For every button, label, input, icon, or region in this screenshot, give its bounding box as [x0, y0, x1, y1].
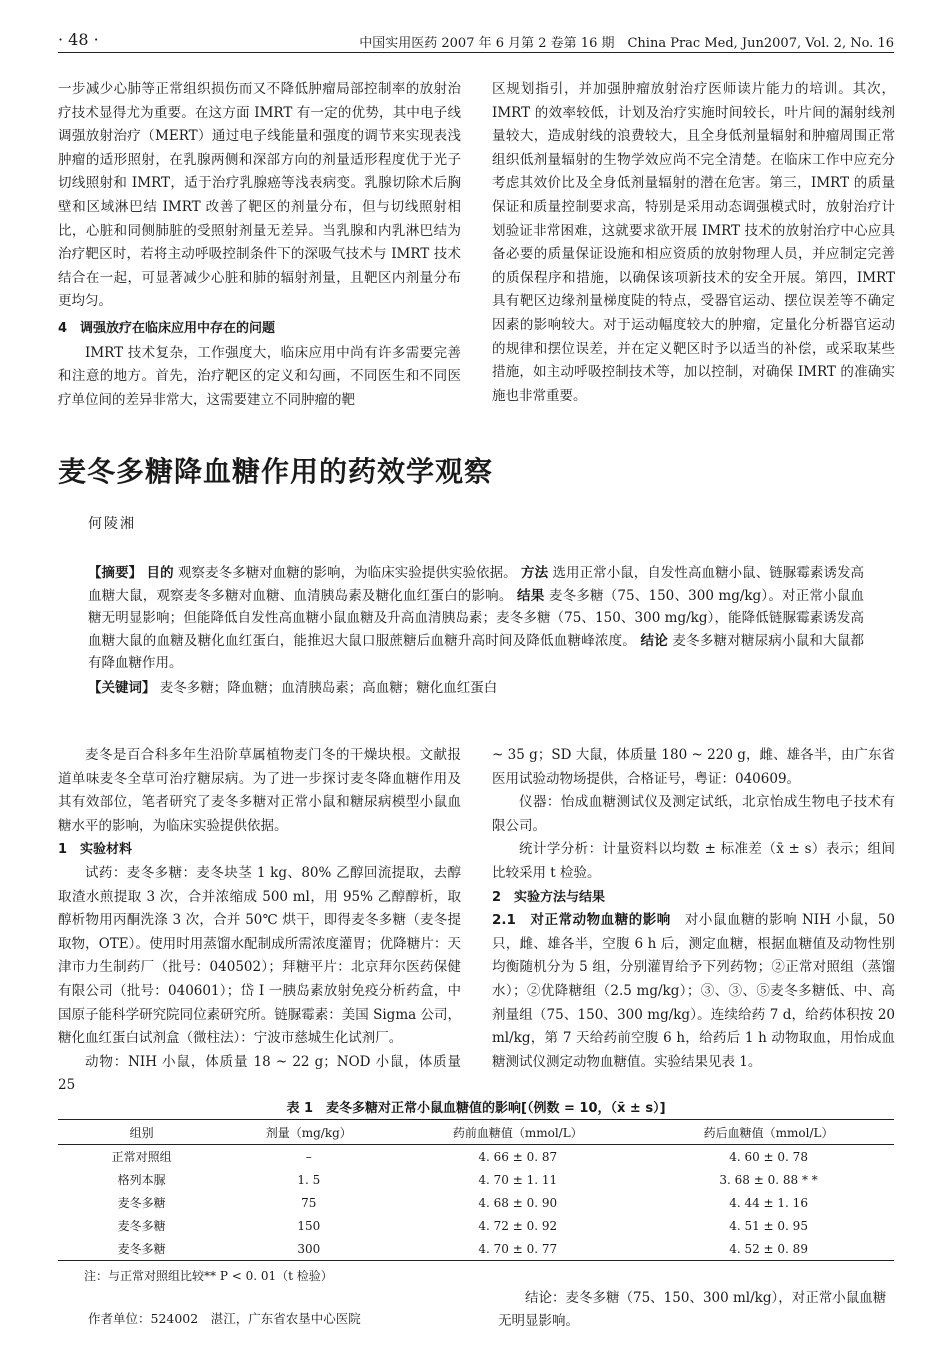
table-row — [58, 1168, 894, 1191]
table-cell: 150 — [297, 1218, 321, 1233]
table-1 — [58, 1099, 894, 1284]
table-cell: 4. 70 ± 1. 11 — [478, 1172, 558, 1187]
journal-info: 中国实用医药 2007 年 6 月第 2 卷第 16 期 China Prac Med, Jun2007, Vol. 2, No. 16 — [359, 36, 894, 51]
author-affiliation: 作者单位：524002 湛江，广东省农垦中心医院 — [88, 1311, 361, 1326]
table-cell: 麦冬多糖 — [117, 1242, 166, 1256]
prev-article-left-column — [58, 78, 461, 412]
column-header: 药后血糖值（mmol/L） — [703, 1125, 834, 1140]
table-cell: 格列本脲 — [117, 1173, 166, 1187]
prev-paragraph-1: 一步减少心肺等正常组织损伤而又不降低肿瘤局部控制率的放射治疗技术显得尤为重要。在这方面 IMRT 有一定的优势，其中电子线调强放射治疗（MERT）通过电子线能量和强度的调节来实现表浅肿瘤的适形照射，在乳腺两侧和深部方向的剂量适形程度优于光子切线照射和 IMRT，适于治疗乳腺癌等浅表病变。乳腺切除术后胸壁和区域淋巴结 IMRT 改善了靶区的剂量分布，但与切线照射相比，心脏和同侧肺脏的受照射剂量无差异。当乳腺和内乳淋巴结为治疗靶区时，若将主动呼吸控制条件下的深吸气技术与 IMRT 技术结合在一起，可显著减少心脏和肺的辐射剂量，且靶区内剂量分布更均匀。 — [58, 81, 461, 310]
section-1-heading: 1 实验材料 — [58, 842, 133, 858]
stats-paragraph: 统计学分析：计量资料以均数 ± 标准差（x̄ ± s）表示；组间比较采用 t 检验。 — [492, 841, 895, 881]
prev-article-right-column — [492, 78, 895, 408]
abstract-method: 选用正常小鼠，自发性高血糖小鼠、链脲霉素诱发高血糖大鼠，观察麦冬多糖对血糖、血清胰岛素及糖化血红蛋白的影响。 — [88, 565, 865, 604]
conclusion-paragraph: 结论：麦冬多糖（75、150、300 ml/kg），对正常小鼠血糖无明显影响。 — [498, 1290, 887, 1329]
article-right-column — [492, 744, 895, 1074]
instruments-paragraph: 仪器：怡成血糖测试仪及测定试纸，北京怡成生物电子技术有限公司。 — [492, 794, 895, 834]
abstract-method-label: 方法 — [521, 565, 549, 581]
author: 何陵湘 — [88, 516, 136, 532]
article-left-column — [58, 744, 461, 1098]
table-cell: 4. 51 ± 0. 95 — [729, 1218, 808, 1233]
prev-paragraph-2: IMRT 技术复杂，工作强度大，临床应用中尚有许多需要完善和注意的地方。首先，治疗靶区的定义和勾画，不同医生和不同医疗单位间的差异非常大，这需要建立不同肿瘤的靶 — [58, 344, 461, 408]
section-2-heading: 2 实验方法与结果 — [492, 889, 606, 905]
abstract-conclusion: 麦冬多糖对糖尿病小鼠和大鼠都有降血糖作用。 — [88, 632, 865, 672]
animals-paragraph-start: 动物：NIH 小鼠，体质量 18 ~ 22 g；NOD 小鼠，体质量 25 — [58, 1053, 461, 1094]
table-cell: 麦冬多糖 — [117, 1196, 166, 1210]
table-cell: 4. 70 ± 0. 77 — [478, 1241, 558, 1256]
table-row — [58, 1145, 894, 1169]
table-cell: 1. 5 — [297, 1172, 321, 1187]
table-row — [58, 1191, 894, 1214]
table-cell: 75 — [301, 1195, 317, 1210]
table-cell: 300 — [297, 1241, 321, 1256]
abstract-label: 【摘要】 — [88, 565, 143, 581]
table-cell: 4. 66 ± 0. 87 — [478, 1149, 558, 1164]
data-table — [58, 1119, 894, 1261]
subsection-2-1-body: 对小鼠血糖的影响 NIH 小鼠，50 只，雌、雄各半，空腹 6 h 后，测定血糖，根据血糖值及动物性别均衡随机分为 5 组，分别灌胃给予下列药物；②正常对照组（蒸馏水）；②优降糖组（2.5 mg/kg）；③、③、⑤麦冬多糖低、中、高剂量组（75、150、300 mg/kg）。连续给药 7 d，给药体积按 20 ml/kg，第 7 天给药前空腹 6 h，给药后 1 h 动物取血，用怡成血糖测试仪测定动物血糖值。实验结果见表 1。 — [492, 912, 895, 1070]
abstract-result: 麦冬多糖（75、150、300 mg/kg）。对正常小鼠血糖无明显影响；但能降低自发性高血糖小鼠血糖及升高血清胰岛素；麦冬多糖（75、150、300 mg/kg），能降低链脲霉素诱发高血糖大鼠的血糖及糖化血红蛋白，能推迟大鼠口服蔗糖后血糖升高时间及降低血糖峰浓度。 — [88, 587, 865, 649]
table-cell: 4. 72 ± 0. 92 — [478, 1218, 558, 1233]
page-header — [58, 30, 894, 53]
abstract-objective-label: 目的 — [146, 565, 174, 581]
table-caption: 表 1 麦冬多糖对正常小鼠血糖值的影响[（例数 = 10，（x̄ ± s）] — [286, 1101, 666, 1116]
table-header-row — [58, 1120, 894, 1145]
keywords: 麦冬多糖；降血糖；血清胰岛素；高血糖；糖化血红蛋白 — [159, 679, 498, 696]
column-header: 药前血糖值（mmol/L） — [452, 1125, 583, 1140]
table-cell: 4. 52 ± 0. 89 — [729, 1241, 808, 1256]
section-4-heading: 4 调强放疗在临床应用中存在的问题 — [58, 320, 276, 336]
table-cell: 麦冬多糖 — [117, 1219, 166, 1233]
abstract-objective: 观察麦冬多糖对血糖的影响，为临床实验提供实验依据。 — [178, 565, 517, 581]
table-note: 注：与正常对照组比较** P < 0. 01（t 检验） — [84, 1269, 333, 1283]
column-header: 剂量（mg/kg） — [265, 1125, 352, 1140]
page-number: · 48 · — [58, 30, 99, 49]
intro-paragraph: 麦冬是百合科多年生沿阶草属植物麦门冬的干燥块根。文献报道单味麦冬全草可治疗糖尿病。为了进一步探讨麦冬降血糖作用及其有效部位，笔者研究了麦冬多糖对正常小鼠和糖尿病模型小鼠血糖水平的影响，为临床实验提供依据。 — [58, 747, 461, 834]
abstract-conclusion-label: 结论 — [640, 632, 668, 649]
table-cell: 4. 44 ± 1. 16 — [729, 1195, 808, 1210]
table-cell: 4. 60 ± 0. 78 — [729, 1149, 808, 1164]
abstract-result-label: 结果 — [517, 587, 545, 604]
subsection-2-1-heading: 2.1 对正常动物血糖的影响 — [492, 912, 671, 929]
column-header: 组别 — [129, 1125, 154, 1140]
table-row — [58, 1214, 894, 1237]
abstract — [88, 562, 864, 700]
table-cell: 4. 68 ± 0. 90 — [478, 1195, 558, 1210]
table-row — [58, 1237, 894, 1261]
table-cell: 3. 68 ± 0. 88 * * — [719, 1172, 818, 1187]
animals-paragraph-cont: ~ 35 g；SD 大鼠，体质量 180 ~ 220 g，雌、雄各半，由广东省医用试验动物场提供，合格证号，粤证：040609。 — [492, 747, 895, 787]
conclusion-block — [498, 1287, 894, 1333]
article-title: 麦冬多糖降血糖作用的药效学观察 — [58, 455, 494, 488]
prev-paragraph-3: 区规划指引，并加强肿瘤放射治疗医师读片能力的培训。其次，IMRT 的效率较低，计划及治疗实施时间较长，叶片间的漏射线剂量较大，造成射线的浪费较大，且全身低剂量辐射和肿瘤周围正常组织低剂量辐射的生物学效应尚不完全清楚。在临床工作中应充分考虑其效价比及全身低剂量辐射的潜在危害。第三，IMRT 的质量保证和质量控制要求高，特别是采用动态调强模式时，放射治疗计划验证非常困难，这就要求欲开展 IMRT 技术的放射治疗中心应具备必要的质量保证设施和相应资质的放射物理人员，并应制定完善的质保程序和措施，以确保该项新技术的安全开展。第四，IMRT 具有靶区边缘剂量梯度陡的特点，受器官运动、摆位误差等不确定因素的影响较大。对于运动幅度较大的肿瘤，定量化分析器官运动的规律和摆位误差，并在定义靶区时予以适当的补偿，或采取某些措施，如主动呼吸控制技术等，加以控制，对确保 IMRT 的准确实施也非常重要。 — [492, 81, 895, 404]
table-cell: – — [305, 1149, 312, 1164]
keywords-label: 【关键词】 — [88, 679, 156, 696]
table-cell: 正常对照组 — [111, 1150, 172, 1164]
materials-paragraph: 试药：麦冬多糖：麦冬块茎 1 kg、80% 乙醇回流提取，去醇取渣水煎提取 3 次，合并浓缩成 500 ml，用 95% 乙醇醇析，取醇析物用丙酮洗涤 3 次，合并 50℃ 烘干，即得麦冬多糖（麦冬提取物，OTE）。使用时用蒸馏水配制成所需浓度灌胃；优降糖片：天津市力生制药厂（批号：040502）；拜糖平片：北京拜尔医药保健有限公司（批号：040601）；岱 I 一胰岛素放射免疫分析药盒，中国原子能科学研究院同位素研究所。链脲霉素：美国 Sigma 公司，糖化血红蛋白试剂盒（微柱法）：宁波市慈城生化试剂厂。 — [58, 864, 461, 1047]
